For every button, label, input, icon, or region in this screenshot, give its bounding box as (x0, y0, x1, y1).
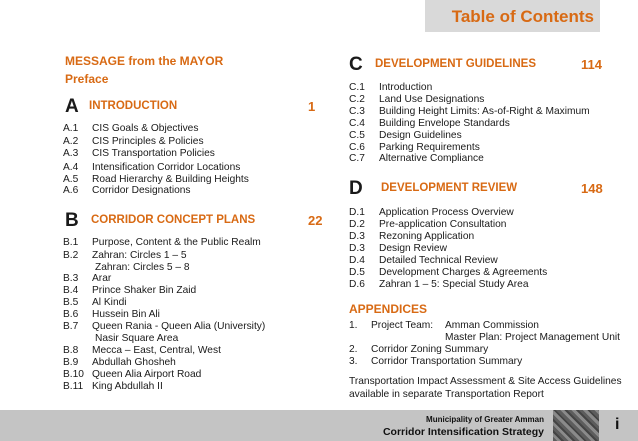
appendix-text: Corridor Zoning Summary (371, 344, 489, 355)
page-number: i (615, 416, 620, 433)
toc-item-text: CIS Transportation Policies (92, 148, 215, 159)
toc-item-number: B.6 (63, 309, 79, 320)
toc-item-text: Building Envelope Standards (379, 118, 510, 129)
section-title: CORRIDOR CONCEPT PLANS (91, 214, 256, 226)
toc-item-number: C.1 (349, 82, 365, 93)
toc-item-number: B.7 (63, 321, 79, 332)
toc-item-number: B.9 (63, 357, 79, 368)
toc-item-number: B.10 (63, 369, 84, 380)
toc-item-number: D.5 (349, 267, 365, 278)
appendices-heading: APPENDICES (349, 302, 428, 316)
toc-item-text: Mecca – East, Central, West (92, 345, 221, 356)
appendix-note: Transportation Impact Assessment & Site Access Guidelines (349, 376, 622, 387)
toc-item-text: Pre-application Consultation (379, 219, 507, 230)
toc-item-number: C.2 (349, 94, 365, 105)
toc-item-text: Detailed Technical Review (379, 255, 498, 266)
toc-item-number: A.2 (63, 136, 79, 147)
toc-item-text: Arar (92, 273, 112, 284)
appendix-text: Project Team: (371, 320, 434, 331)
toc-item-text: Abdullah Ghosheh (92, 357, 176, 368)
footer-photo (553, 410, 599, 441)
toc-item-text: Corridor Designations (92, 185, 191, 196)
toc-item-text: Design Guidelines (379, 130, 462, 141)
section-page: 1 (308, 99, 316, 114)
section-title: DEVELOPMENT GUIDELINES (375, 58, 537, 70)
appendix-text: Corridor Transportation Summary (371, 356, 523, 367)
toc-item-number: B.2 (63, 250, 79, 261)
toc-item-text: Zahran: Circles 1 – 5 (92, 250, 187, 261)
toc-item-text: Purpose, Content & the Public Realm (92, 237, 261, 248)
toc-item-number: C.6 (349, 142, 365, 153)
toc-item-text: Intensification Corridor Locations (92, 162, 241, 173)
appendix-number: 1. (349, 320, 358, 331)
toc-item-number: C.4 (349, 118, 365, 129)
toc-item-number: C.3 (349, 106, 365, 117)
toc-item-text: Road Hierarchy & Building Heights (92, 174, 249, 185)
toc-item-text: King Abdullah II (92, 381, 163, 392)
section-c-header (349, 54, 609, 74)
section-letter: B (65, 210, 79, 231)
section-page: 114 (581, 57, 602, 72)
toc-item-text: Parking Requirements (379, 142, 480, 153)
toc-item-text: Development Charges & Agreements (379, 267, 548, 278)
section-letter: D (349, 178, 363, 199)
toc-item-number: B.1 (63, 237, 79, 248)
appendix-note: available in separate Transportation Report (349, 389, 544, 400)
toc-item-text: Nasir Square Area (95, 333, 179, 344)
toc-item-text: Zahran 1 – 5: Special Study Area (379, 279, 529, 290)
toc-item-text: Rezoning Application (379, 231, 475, 242)
toc-item-number: C.7 (349, 153, 365, 164)
footer-bar (0, 410, 638, 441)
appendix-number: 2. (349, 344, 358, 355)
section-d-header (349, 178, 609, 198)
toc-item-text: CIS Goals & Objectives (92, 123, 199, 134)
toc-item-number: B.11 (63, 381, 84, 392)
toc-item-number: B.3 (63, 273, 79, 284)
toc-item-text: Hussein Bin Ali (92, 309, 160, 320)
toc-item-text: Zahran: Circles 5 – 8 (95, 262, 190, 273)
toc-item-number: D.3 (349, 231, 365, 242)
appendix-detail: Master Plan: Project Management Unit (445, 332, 620, 343)
toc-item-number: A.4 (63, 162, 79, 173)
footer-organization: Municipality of Greater Amman (426, 415, 544, 424)
section-title: DEVELOPMENT REVIEW (381, 182, 518, 194)
toc-item-number: A.6 (63, 185, 79, 196)
toc-item-number: D.1 (349, 207, 365, 218)
section-a-header (65, 96, 325, 116)
page-title: Table of Contents (451, 7, 594, 26)
toc-item-number: C.5 (349, 130, 365, 141)
footer-strategy-title: Corridor Intensification Strategy (382, 426, 544, 438)
toc-item-text: Land Use Designations (379, 94, 485, 105)
toc-item-text: Queen Alia Airport Road (92, 369, 202, 380)
toc-item-number: A.3 (63, 148, 79, 159)
toc-item-number: B.5 (63, 297, 79, 308)
toc-item-number: A.1 (63, 123, 79, 134)
section-letter: A (65, 96, 79, 117)
toc-item-text: Prince Shaker Bin Zaid (92, 285, 197, 296)
section-letter: C (349, 54, 363, 75)
toc-item-number: B.8 (63, 345, 79, 356)
toc-item-number: D.2 (349, 219, 365, 230)
toc-item-text: Introduction (379, 82, 433, 93)
appendix-detail: Amman Commission (445, 320, 539, 331)
toc-item-text: Al Kindi (92, 297, 127, 308)
toc-item-text: Application Process Overview (379, 207, 514, 218)
section-title: INTRODUCTION (89, 100, 178, 112)
toc-item-number: B.4 (63, 285, 79, 296)
section-b-header (65, 210, 325, 230)
section-page: 148 (581, 181, 603, 196)
preface-heading: Preface (65, 72, 109, 86)
toc-item-text: Alternative Compliance (379, 153, 484, 164)
appendix-number: 3. (349, 356, 358, 367)
toc-item-number: A.5 (63, 174, 79, 185)
toc-item-number: D.3 (349, 243, 365, 254)
message-heading: MESSAGE from the MAYOR (65, 54, 224, 68)
toc-item-text: Building Height Limits: As-of-Right & Maximum (379, 106, 590, 117)
toc-item-text: Design Review (379, 243, 447, 254)
section-page: 22 (308, 213, 323, 228)
toc-item-number: D.4 (349, 255, 365, 266)
toc-item-text: CIS Principles & Policies (92, 136, 204, 147)
toc-item-number: D.6 (349, 279, 365, 290)
toc-item-text: Queen Rania - Queen Alia (University) (92, 321, 266, 332)
